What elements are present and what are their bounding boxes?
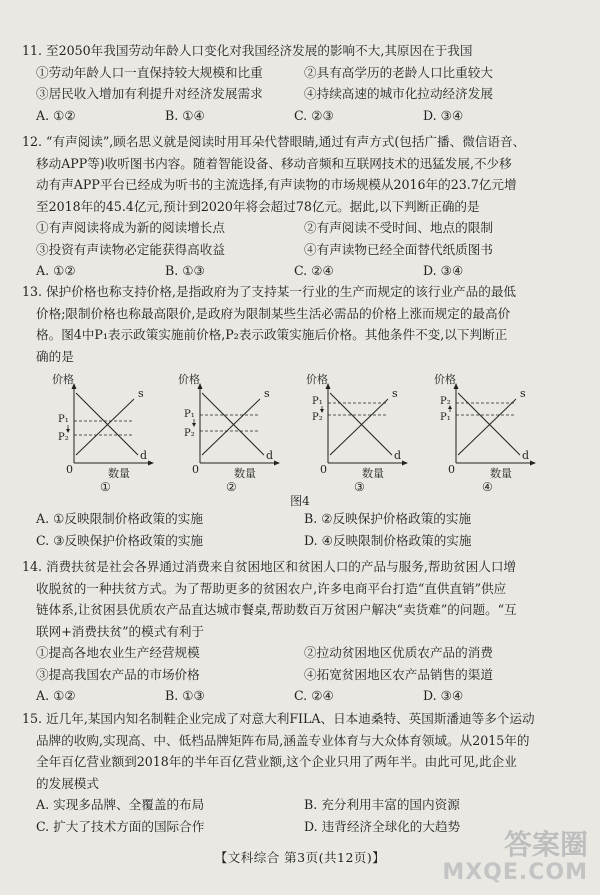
q12-statement-2: ②有声阅读不受时间、地点的限制 [304,220,493,235]
graph-2-supply-line [202,399,260,455]
q11-statement-1: ①劳动年龄人口一直保持较大规模和比重 [36,64,263,80]
question-11 [22,40,582,126]
graph-1-y-label: 价格 [52,373,74,386]
q13-line-3: 格。图4中P₁表示政策实施前价格,P₂表示政策实施后价格。其他条件不变,以下判断正 [36,327,508,342]
q12-statement-1: ①有声阅读将成为新的阅读增长点 [36,220,225,235]
graph-3-y-label: 价格 [306,373,328,386]
q15-line-3: 全年百亿营业额到2018年的半年百亿营业额,这个企业只用了两年半。由此可见,此企业 [36,754,517,769]
graph-4-p1: P₁ [440,412,451,423]
q13-option-b: B. ②反映保护价格政策的实施 [304,511,472,526]
q14-statement-2: ②拉动贫困地区优质农产品的消费 [304,645,493,660]
graph-4-supply-line [458,399,516,455]
graph-2 [178,373,288,493]
question-13 [22,281,582,367]
q13-line-4: 确的是 [36,348,74,364]
q12-options [22,260,582,282]
q12-option-b: B. ①③ [165,263,205,278]
graph-4-y-label: 价格 [434,373,456,386]
question-13-options [22,508,582,551]
q13-option-c: C. ③反映保护价格政策的实施 [36,532,204,548]
graph-1-number: ① [100,480,111,493]
q14-options [22,685,582,707]
q13-line-2: 价格;限制价格也称最高限价,是政府为限制某些生活必需品的价格上涨而规定的最高价 [36,305,511,321]
graph-1-x-label: 数量 [108,467,130,480]
graph-2-p2: P₂ [184,428,195,439]
graph-4 [434,373,544,493]
graph-3-p1: P₁ [312,396,323,407]
graph-4-d-label: d [522,449,530,462]
q12-option-c: C. ②④ [294,263,334,278]
graph-3-x-label: 数量 [362,467,384,480]
watermark-logo [442,828,588,887]
figure-4-caption: 图4 [290,494,310,508]
q15-option-a: A. 实现多品牌、全覆盖的布局 [36,797,205,812]
q11-options [22,105,582,127]
graph-4-x-label: 数量 [490,467,512,480]
q12-statement-3: ③投资有声读物必定能获得高收益 [36,241,225,257]
q13-option-a: A. ①反映限制价格政策的实施 [36,511,203,526]
graph-2-number: ② [226,480,237,493]
q12-option-a: A. ①② [36,263,76,278]
q12-line-4: 至2018年的45.4亿元,预计到2020年将会超过78亿元。据此,以下判断正确的是 [36,198,480,214]
q12-line-1: 12. “有声阅读”,顾名思义就是阅读时用耳朵代替眼睛,通过有声方式(包括广播、微信语音、 [22,134,526,149]
q14-option-d: D. ③④ [423,688,464,703]
q14-line-1: 14. 消费扶贫是社会各界通过消费来自贫困地区和贫困人口的产品与服务,帮助贫困人口增 [22,559,517,574]
q14-option-a: A. ①② [36,688,76,703]
q14-option-c: C. ②④ [294,688,334,703]
q15-line-1: 15. 近几年,某国内知名制鞋企业完成了对意大利FILA、日本迪桑特、英国斯潘迪等多个运动 [22,711,535,726]
graph-4-s-label: s [520,387,526,400]
graph-3-p2: P₂ [312,412,323,423]
q15-option-d: D. 违背经济全球化的大趋势 [304,818,461,834]
q11-option-a: A. ①② [36,107,76,123]
question-12 [22,131,582,282]
graph-1-p1: P₁ [58,414,69,425]
q11-statement-3: ③居民收入增加有利提升对经济发展需求 [36,86,263,101]
q15-option-b: B. 充分利用丰富的国内资源 [304,797,460,812]
q12-option-d: D. ③④ [423,263,464,278]
graph-1-p2: P₂ [58,432,69,443]
graph-2-d-label: d [266,449,274,462]
graph-3-number: ③ [354,480,365,493]
q14-statement-1: ①提高各地农业生产经营规模 [36,645,200,660]
question-15 [22,708,582,837]
q14-line-2: 收脱贫的一种扶贫方式。为了帮助更多的贫困农户,许多电商平台打造“直供直销”供应 [36,580,507,596]
graph-3-supply-line [330,399,388,455]
q14-line-3: 链体系,让贫困县优质农产品直达城市餐桌,帮助数百万贫困户解决“卖货难”的问题。“互 [36,602,517,617]
graph-1-origin: 0 [66,463,73,476]
graph-2-x-label: 数量 [234,467,256,480]
graph-2-y-label: 价格 [178,373,200,386]
q13-option-d: D. ④反映限制价格政策的实施 [304,532,472,548]
graph-4-number: ④ [482,480,493,493]
graph-4-p2: P₂ [440,396,451,407]
graph-1-s-label: s [138,387,144,400]
q15-line-4: 的发展模式 [36,775,99,791]
q11-option-c: C. ②③ [294,107,334,123]
q14-statement-4: ④拓宽贫困地区农产品销售的渠道 [304,666,493,682]
q11-option-b: B. ①④ [165,107,205,123]
graph-1-supply-line [76,399,134,455]
graph-2-origin: 0 [192,463,199,476]
q14-line-4: 联网+消费扶贫”的模式有利于 [36,623,205,639]
graph-1-d-label: d [140,449,148,462]
q11-statement-4: ④持续高速的城市化拉动经济发展 [304,86,493,101]
graph-3-s-label: s [392,387,398,400]
q12-statement-4: ④有声读物已经全面替代纸质图书 [304,241,493,257]
q11-option-d: D. ③④ [423,107,464,123]
page-footer: 【文科综合 第3页(共12页)】 [214,850,386,865]
graph-3 [306,373,416,493]
graph-2-s-label: s [264,387,270,400]
q15-line-2: 品牌的收购,实现高、中、低档品牌矩阵布局,涵盖专业体育与大众体育领域。从2015年的 [36,732,530,748]
graph-4-origin: 0 [448,463,455,476]
q12-line-2: 移动APP等)收听图书内容。随着智能设备、移动音频和互联网技术的迅猛发展,不少移 [36,155,512,171]
q11-stem: 11. 至2050年我国劳动年龄人口变化对我国经济发展的影响不大,其原因在于我国 [22,43,473,58]
q14-statement-3: ③提高我国农产品的市场价格 [36,666,200,682]
question-14 [22,556,582,707]
q15-option-c: C. 扩大了技术方面的国际合作 [36,818,205,834]
graph-1 [52,373,162,493]
q12-line-3: 动有声APP平台已经成为听书的主流选择,有声读物的市场规模从2016年的23.7亿元增 [36,177,517,192]
graph-3-d-label: d [394,449,402,462]
q11-statement-2: ②具有高学历的老龄人口比重较大 [304,64,493,80]
graph-2-p1: P₁ [184,409,195,420]
figure-4-graphs [52,373,530,493]
graph-3-origin: 0 [320,463,327,476]
q14-option-b: B. ①③ [165,688,205,703]
q13-line-1: 13. 保护价格也称支持价格,是指政府为了支持某一行业的生产而规定的该行业产品的最低 [22,284,517,299]
watermark-url: MXQE.COM [442,860,588,885]
watermark-title: 答案圈 [503,828,588,861]
